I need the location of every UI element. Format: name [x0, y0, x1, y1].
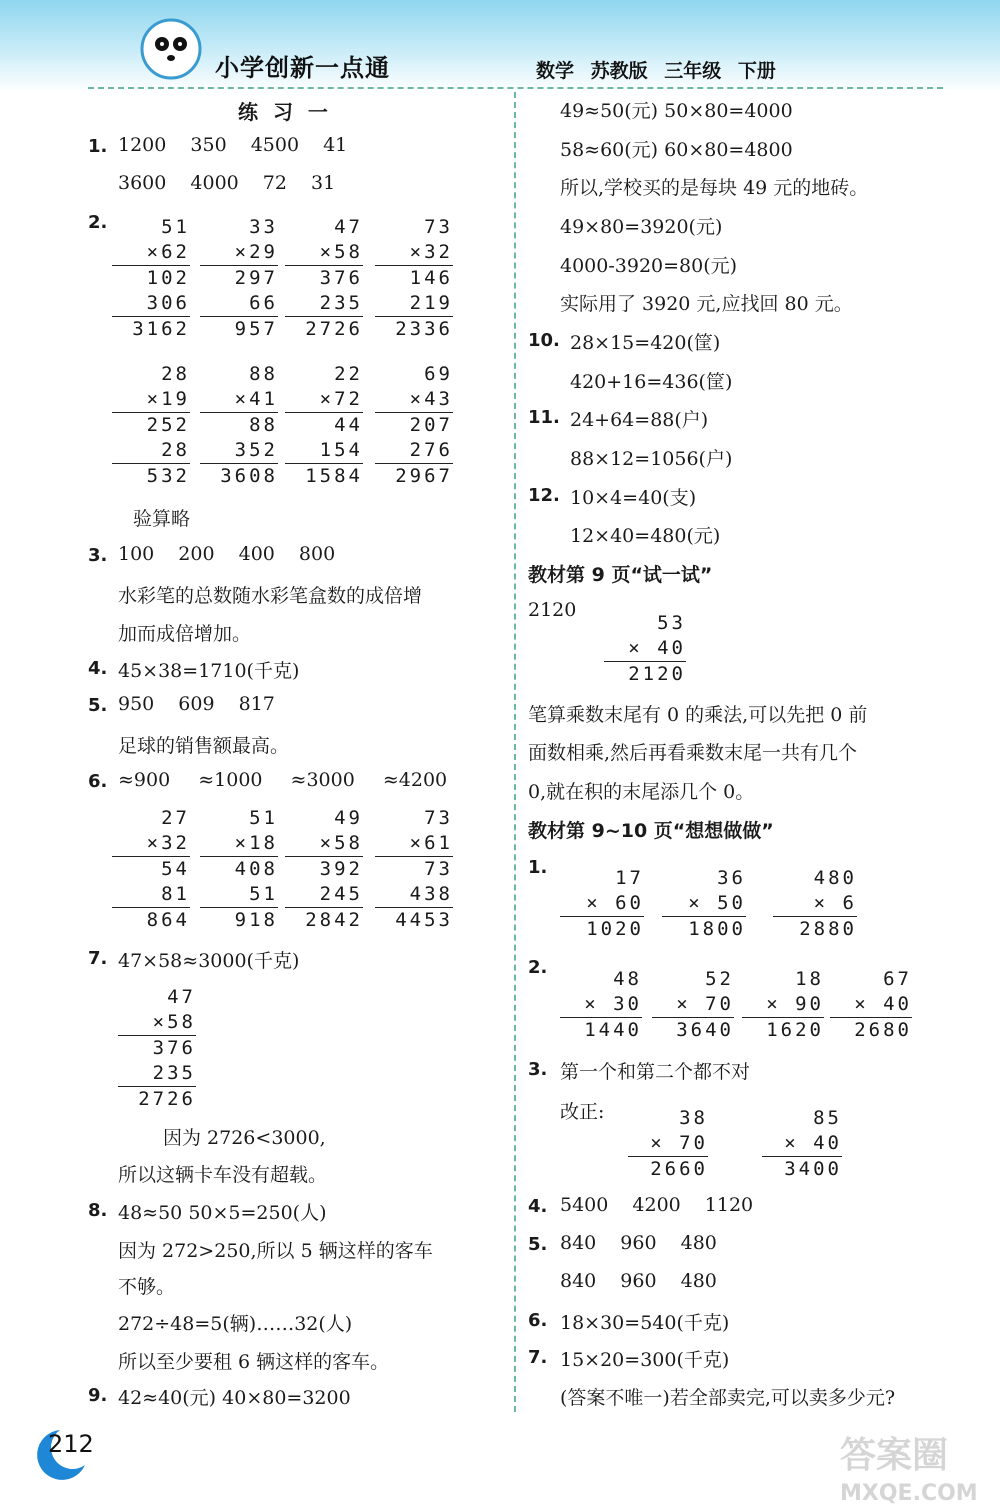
section-title: 练 习 一 — [238, 100, 332, 124]
q6-number: 6. — [88, 771, 108, 792]
vertical-multiplication — [560, 967, 642, 1043]
calc-line: 22 — [334, 363, 363, 385]
calc-line: 4453 — [395, 909, 453, 931]
calc-line: 1620 — [766, 1019, 824, 1041]
q1-number: 1. — [88, 136, 108, 157]
calc-line: ×29 — [200, 240, 278, 266]
q6-line: ≈900 ≈1000 ≈3000 ≈4200 — [118, 769, 448, 791]
q2-note: 验算略 — [133, 508, 191, 530]
think-q1-number: 1. — [528, 857, 548, 878]
q12-line: 12×40=480(元) — [570, 525, 721, 547]
calc-line: 408 — [234, 858, 278, 880]
q3-line: 100 200 400 800 — [118, 543, 336, 565]
book-title: 小学创新一点通 — [215, 54, 390, 82]
try-heading: 教材第 9 页“试一试” — [528, 564, 713, 586]
vertical-multiplication — [652, 967, 734, 1043]
vertical-multiplication — [375, 362, 453, 489]
vertical-multiplication — [118, 985, 196, 1112]
calc-line: 3608 — [220, 465, 278, 487]
calc-line: 81 — [112, 882, 190, 908]
calc-line: 2680 — [854, 1019, 912, 1041]
calc-line: 88 — [249, 363, 278, 385]
think-q2-number: 2. — [528, 957, 548, 978]
calc-line: 3400 — [784, 1158, 842, 1180]
calc-line: 1584 — [305, 465, 363, 487]
calc-line: 864 — [146, 909, 190, 931]
think-q5-number: 5. — [528, 1234, 548, 1255]
q3-number: 3. — [88, 545, 108, 566]
vertical-multiplication — [285, 215, 363, 342]
q9-cont-line: 58≈60(元) 60×80=4800 — [560, 139, 793, 161]
vertical-multiplication — [200, 806, 278, 933]
think-q5-line: 840 960 480 — [560, 1232, 717, 1254]
calc-line: 28 — [161, 363, 190, 385]
calc-line: 1440 — [584, 1019, 642, 1041]
svg-text:MXQE.COM: MXQE.COM — [840, 1481, 978, 1506]
q9-cont-line: 实际用了 3920 元,应找回 80 元。 — [560, 293, 853, 315]
q8-line: 272÷48=5(辆)……32(人) — [118, 1313, 353, 1335]
vertical-multiplication — [112, 806, 190, 933]
q1-line: 3600 4000 72 31 — [118, 172, 336, 194]
calc-line: 3640 — [676, 1019, 734, 1041]
calc-line: 2336 — [395, 318, 453, 340]
calc-line: 17 — [615, 867, 644, 889]
q7-line: 因为 2726<3000, — [163, 1127, 326, 1149]
calc-line: 2842 — [305, 909, 363, 931]
calc-line: 69 — [424, 363, 453, 385]
calc-line: 276 — [375, 438, 453, 464]
header-divider — [88, 87, 943, 89]
think-q3-line: 第一个和第二个都不对 — [560, 1061, 751, 1083]
try-explanation: 笔算乘数末尾有 0 的乘法,可以先把 0 前 — [528, 704, 868, 726]
calc-line: 297 — [234, 267, 278, 289]
q8-line: 因为 272>250,所以 5 辆这样的客车 — [118, 1240, 433, 1262]
calc-line: ×43 — [375, 387, 453, 413]
calc-line: 918 — [234, 909, 278, 931]
q3-line: 加而成倍增加。 — [118, 623, 252, 645]
calc-line: ×41 — [200, 387, 278, 413]
q2-number: 2. — [88, 212, 108, 233]
book-meta: 数学 苏教版 三年级 下册 — [536, 60, 776, 82]
try-explanation: 0,就在积的末尾添几个 0。 — [528, 781, 755, 803]
q12-number: 12. — [528, 485, 560, 506]
calc-line: 2120 — [628, 663, 686, 685]
calc-line: 352 — [200, 438, 278, 464]
calc-line: 376 — [319, 267, 363, 289]
calc-line: × 6 — [773, 891, 857, 917]
calc-line: 73 — [424, 807, 453, 829]
calc-line: 480 — [813, 867, 857, 889]
q10-line: 28×15=420(筐) — [570, 332, 721, 354]
q4-line: 45×38=1710(千克) — [118, 660, 300, 682]
calc-line: 235 — [118, 1061, 196, 1087]
calc-line: 33 — [249, 216, 278, 238]
page-number: 212 — [48, 1430, 94, 1458]
q4-number: 4. — [88, 658, 108, 679]
calc-line: 438 — [375, 882, 453, 908]
q8-line: 不够。 — [118, 1276, 176, 1298]
calc-line: ×58 — [285, 831, 363, 857]
calc-line: 306 — [112, 291, 190, 317]
calc-line: × 60 — [560, 891, 644, 917]
q10-line: 420+16=436(筐) — [570, 371, 733, 393]
calc-line: 47 — [334, 216, 363, 238]
vertical-multiplication — [830, 967, 912, 1043]
calc-line: × 40 — [762, 1131, 842, 1157]
calc-line: × 30 — [560, 992, 642, 1018]
calc-line: ×18 — [200, 831, 278, 857]
calc-line: × 70 — [652, 992, 734, 1018]
q12-line: 10×4=40(支) — [570, 487, 697, 509]
think-q7-line: (答案不唯一)若全部卖完,可以卖多少元? — [560, 1387, 896, 1409]
calc-line: 2726 — [305, 318, 363, 340]
q9-cont-line: 49×80=3920(元) — [560, 216, 723, 238]
calc-line: ×72 — [285, 387, 363, 413]
think-q3-number: 3. — [528, 1059, 548, 1080]
think-q7-number: 7. — [528, 1347, 548, 1368]
calc-line: × 90 — [742, 992, 824, 1018]
q11-line: 24+64=88(户) — [570, 409, 709, 431]
calc-line: 252 — [146, 414, 190, 436]
panda-logo-icon — [140, 18, 202, 80]
vertical-multiplication — [762, 1106, 842, 1182]
calc-line: 48 — [613, 968, 642, 990]
calc-line: 219 — [375, 291, 453, 317]
calc-line: 1020 — [586, 918, 644, 940]
q9-number: 9. — [88, 1385, 108, 1406]
calc-line: 73 — [424, 858, 453, 880]
calc-line: ×32 — [375, 240, 453, 266]
calc-line: 532 — [146, 465, 190, 487]
calc-line: × 70 — [628, 1131, 708, 1157]
think-q6-number: 6. — [528, 1310, 548, 1331]
try-answer: 2120 — [528, 599, 577, 621]
q9-cont-line: 49≈50(元) 50×80=4000 — [560, 100, 793, 122]
think-q3-fix-label: 改正: — [560, 1101, 605, 1123]
think-q7-line: 15×20=300(千克) — [560, 1349, 730, 1371]
q5-number: 5. — [88, 695, 108, 716]
q5-line: 950 609 817 — [118, 693, 275, 715]
vertical-multiplication — [773, 866, 857, 942]
calc-line: ×62 — [112, 240, 190, 266]
think-heading: 教材第 9~10 页“想想做做” — [528, 820, 774, 842]
vertical-multiplication — [628, 1106, 708, 1182]
calc-line: 88 — [249, 414, 278, 436]
vertical-multiplication — [200, 215, 278, 342]
vertical-multiplication — [604, 611, 686, 687]
calc-line: 2967 — [395, 465, 453, 487]
q7-line: 47×58≈3000(千克) — [118, 950, 300, 972]
calc-line: 235 — [285, 291, 363, 317]
q10-number: 10. — [528, 330, 560, 351]
calc-line: 52 — [705, 968, 734, 990]
q9-line: 42≈40(元) 40×80=3200 — [118, 1387, 351, 1409]
calc-line: 1800 — [688, 918, 746, 940]
vertical-multiplication — [285, 806, 363, 933]
q3-line: 水彩笔的总数随水彩笔盒数的成倍增 — [118, 585, 423, 607]
calc-line: 18 — [795, 968, 824, 990]
svg-text:答案圈: 答案圈 — [840, 1435, 949, 1476]
calc-line: 44 — [334, 414, 363, 436]
q8-line: 所以至少要租 6 辆这样的客车。 — [118, 1351, 390, 1373]
q8-number: 8. — [88, 1200, 108, 1221]
calc-line: 2726 — [138, 1088, 196, 1110]
vertical-multiplication — [285, 362, 363, 489]
vertical-multiplication — [662, 866, 746, 942]
calc-line: ×58 — [118, 1010, 196, 1036]
q8-line: 48≈50 50×5=250(人) — [118, 1202, 327, 1224]
calc-line: 392 — [319, 858, 363, 880]
calc-line: 73 — [424, 216, 453, 238]
calc-line: 2880 — [799, 918, 857, 940]
calc-line: ×58 — [285, 240, 363, 266]
think-q4-number: 4. — [528, 1196, 548, 1217]
calc-line: ×32 — [112, 831, 190, 857]
calc-line: 51 — [161, 216, 190, 238]
think-q4-line: 5400 4200 1120 — [560, 1194, 754, 1216]
q7-number: 7. — [88, 948, 108, 969]
calc-line: 27 — [161, 807, 190, 829]
q11-line: 88×12=1056(户) — [570, 448, 733, 470]
q5-line: 足球的销售额最高。 — [118, 735, 290, 757]
calc-line: 146 — [409, 267, 453, 289]
vertical-multiplication — [560, 866, 644, 942]
vertical-multiplication — [375, 806, 453, 933]
vertical-multiplication — [375, 215, 453, 342]
think-q6-line: 18×30=540(千克) — [560, 1312, 730, 1334]
calc-line: 207 — [409, 414, 453, 436]
calc-line: 49 — [334, 807, 363, 829]
calc-line: 38 — [679, 1107, 708, 1129]
calc-line: 245 — [285, 882, 363, 908]
q11-number: 11. — [528, 407, 560, 428]
vertical-multiplication — [112, 215, 190, 342]
calc-line: 376 — [152, 1037, 196, 1059]
calc-line: × 40 — [830, 992, 912, 1018]
calc-line: 47 — [167, 986, 196, 1008]
column-divider — [514, 92, 516, 1412]
q7-line: 所以这辆卡车没有超载。 — [118, 1164, 328, 1186]
calc-line: 51 — [200, 882, 278, 908]
calc-line: 67 — [883, 968, 912, 990]
calc-line: 85 — [813, 1107, 842, 1129]
calc-line: 102 — [146, 267, 190, 289]
calc-line: ×61 — [375, 831, 453, 857]
calc-line: 2660 — [650, 1158, 708, 1180]
calc-line: × 50 — [662, 891, 746, 917]
calc-line: 54 — [161, 858, 190, 880]
think-q5-line: 840 960 480 — [560, 1270, 717, 1292]
calc-line: 66 — [200, 291, 278, 317]
vertical-multiplication — [742, 967, 824, 1043]
calc-line: ×19 — [112, 387, 190, 413]
q9-cont-line: 所以,学校买的是每块 49 元的地砖。 — [560, 177, 869, 199]
vertical-multiplication — [200, 362, 278, 489]
calc-line: 3162 — [132, 318, 190, 340]
calc-line: 53 — [657, 612, 686, 634]
calc-line: 36 — [717, 867, 746, 889]
q9-cont-line: 4000-3920=80(元) — [560, 255, 738, 277]
watermark-logo — [835, 1422, 995, 1507]
calc-line: 51 — [249, 807, 278, 829]
calc-line: 957 — [234, 318, 278, 340]
calc-line: 28 — [112, 438, 190, 464]
try-explanation: 面数相乘,然后再看乘数末尾一共有几个 — [528, 742, 858, 764]
calc-line: × 40 — [604, 636, 686, 662]
q1-line: 1200 350 4500 41 — [118, 134, 348, 156]
calc-line: 154 — [285, 438, 363, 464]
vertical-multiplication — [112, 362, 190, 489]
